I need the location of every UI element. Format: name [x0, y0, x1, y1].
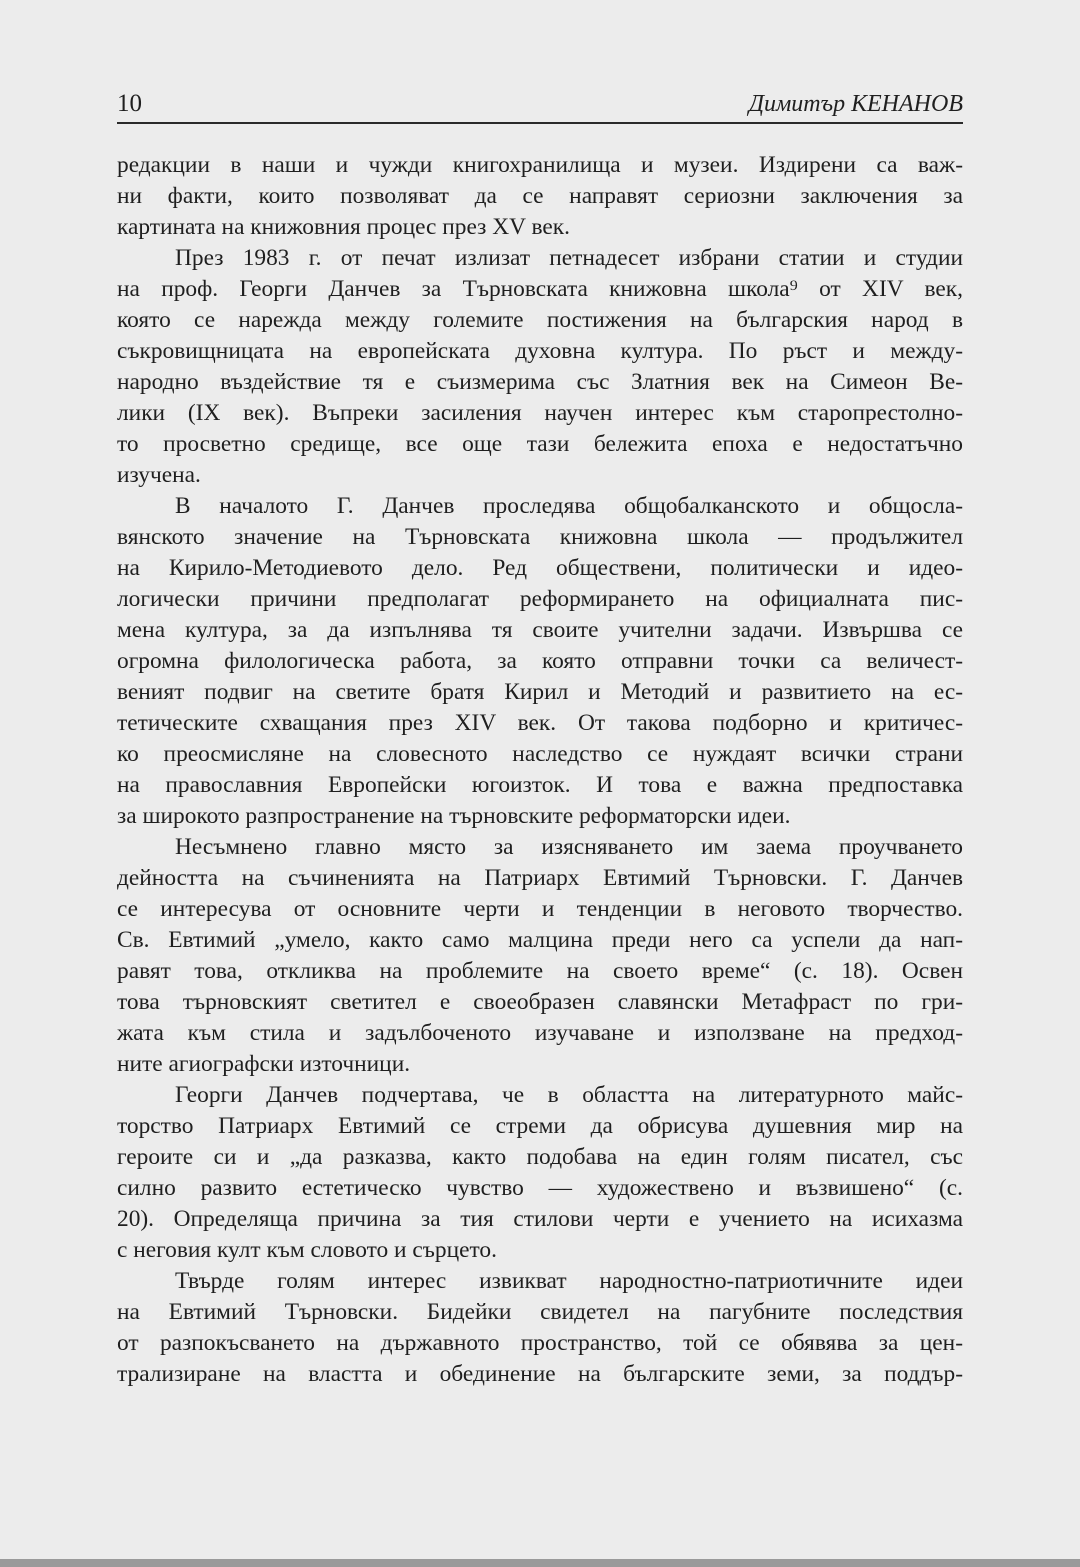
text-line: то просветно средище, все още тази бележита епоха е недостатъчно: [117, 431, 963, 457]
text-line: на Кирило-Методиевото дело. Ред обществени, политически и идео-: [117, 555, 963, 581]
text-line: ните агиографски източници.: [117, 1051, 411, 1077]
text-line: дейността на съчиненията на Патриарх Евтимий Търновски. Г. Данчев: [117, 865, 963, 891]
paragraph-first-line: В началото Г. Данчев проследява общобалканското и общосла-: [175, 493, 963, 519]
text-line: трализиране на властта и обединение на българските земи, за поддър-: [117, 1361, 963, 1387]
text-line: героите си и „да разказва, както подобава на един голям писател, със: [117, 1144, 963, 1170]
text-line: ни факти, които позволяват да се направят сериозни заключения за: [117, 183, 963, 209]
text-line: това търновският светител е своеобразен славянски Метафраст по гри-: [117, 989, 963, 1015]
body-text: [117, 150, 963, 1390]
text-line: Св. Евтимий „умело, както само малцина преди него са успели да нап-: [117, 927, 963, 953]
text-line: на проф. Георги Данчев за Търновската книжовна школа⁹ от XIV век,: [117, 276, 963, 302]
text-line: 20). Определяща причина за тия стилови черти е учението на исихазма: [117, 1206, 963, 1232]
text-line: веният подвиг на светите братя Кирил и Методий и развитието на ес-: [117, 679, 963, 705]
text-line: мена култура, за да изпълнява тя своите учителни задачи. Извършва се: [117, 617, 963, 643]
text-line: с неговия култ към словото и сърцето.: [117, 1237, 497, 1263]
text-line: лики (IX век). Въпреки засиления научен интерес към старопрестолно-: [117, 400, 963, 426]
text-line: съкровищницата на европейската духовна култура. По ръст и между-: [117, 338, 963, 364]
scan-bottom-edge: [0, 1559, 1080, 1567]
text-line: изучена.: [117, 462, 201, 488]
text-line: вянското значение на Търновската книжовна школа — продължител: [117, 524, 963, 550]
text-line: народно въздействие тя е съизмерима със Златния век на Симеон Ве-: [117, 369, 963, 395]
text-line: която се нарежда между големите постижения на българския народ в: [117, 307, 963, 333]
header-rule: [117, 122, 963, 124]
text-line: торство Патриарх Евтимий се стреми да обрисува душевния мир на: [117, 1113, 963, 1139]
text-line: на Евтимий Търновски. Бидейки свидетел на пагубните последствия: [117, 1299, 963, 1325]
text-line: равят това, откликва на проблемите на своето време“ (с. 18). Освен: [117, 958, 963, 984]
text-line: огромна филологическа работа, за която отправни точки са величест-: [117, 648, 963, 674]
paragraph-first-line: Твърде голям интерес извикват народностно-патриотичните идеи: [175, 1268, 963, 1294]
running-head-author: Димитър КЕНАНОВ: [748, 91, 963, 117]
text-line: жата към стила и задълбоченото изучаване и използване на предход-: [117, 1020, 963, 1046]
paragraph-first-line: Несъмнено главно място за изясняването им заема проучването: [175, 834, 963, 860]
page-number: 10: [117, 90, 142, 117]
text-line: логически причини предполагат реформирането на официалната пис-: [117, 586, 963, 612]
paragraph-first-line: През 1983 г. от печат излизат петнадесет избрани статии и студии: [175, 245, 963, 271]
text-line: от разпокъсването на държавното пространство, той се обявява за цен-: [117, 1330, 963, 1356]
text-line: за широкото разпространение на търновските реформаторски идеи.: [117, 803, 791, 829]
text-line: картината на книжовния процес през XV век.: [117, 214, 570, 240]
text-line: тетическите схващания през XIV век. От такова подборно и критичес-: [117, 710, 963, 736]
text-line: силно развито естетическо чувство — художествено и възвишено“ (с.: [117, 1175, 963, 1201]
text-line: се интересува от основните черти и тенденции в неговото творчество.: [117, 896, 963, 922]
text-line: на православния Европейски югоизток. И това е важна предпоставка: [117, 772, 963, 798]
paragraph-first-line: Георги Данчев подчертава, че в областта на литературното майс-: [175, 1082, 963, 1108]
text-line: редакции в наши и чужди книгохранилища и музеи. Издирени са важ-: [117, 152, 963, 178]
page-header: [117, 86, 963, 122]
text-line: ко преосмисляне на словесното наследство се нуждаят всички страни: [117, 741, 963, 767]
